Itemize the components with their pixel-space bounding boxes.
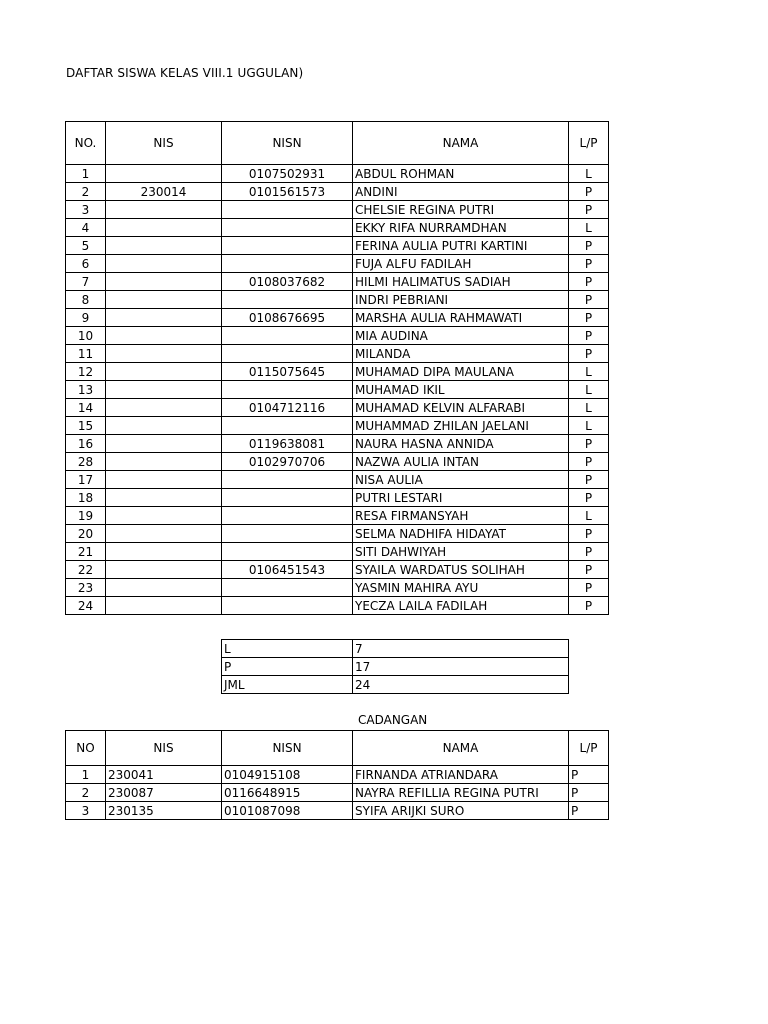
gender-summary-table [221,639,569,694]
cell-lp: L [569,381,609,399]
cell-no: 7 [66,273,106,291]
cell-nama: MUHAMAD KELVIN ALFARABI [353,399,569,417]
table-header-row [66,122,609,165]
cell-nama: MUHAMAD IKIL [353,381,569,399]
header-no: NO. [66,122,106,165]
reserve-header-nisn: NISN [222,731,353,766]
reserve-header-lp: L/P [569,731,609,766]
cell-lp: L [569,219,609,237]
cell-nisn [222,201,353,219]
cell-no: 1 [66,766,106,784]
cell-nis [106,525,222,543]
cell-nis [106,381,222,399]
cell-no: 10 [66,327,106,345]
header-nis: NIS [106,122,222,165]
reserve-table [65,730,609,820]
cell-nama: MILANDA [353,345,569,363]
cell-lp: P [569,273,609,291]
table-row [66,201,609,219]
cell-nisn [222,291,353,309]
cell-nis: 230087 [106,784,222,802]
cell-nisn: 0101561573 [222,183,353,201]
cell-nama: RESA FIRMANSYAH [353,507,569,525]
cell-nisn: 0102970706 [222,453,353,471]
cell-lp: P [569,543,609,561]
cell-nisn: 0108037682 [222,273,353,291]
cell-nis: 230041 [106,766,222,784]
header-nama: NAMA [353,122,569,165]
table-row [66,183,609,201]
table-row [66,435,609,453]
cell-nama: MUHAMMAD ZHILAN JAELANI [353,417,569,435]
cell-lp: P [569,201,609,219]
cell-nisn: 0101087098 [222,802,353,820]
cell-nis [106,327,222,345]
cell-lp: P [569,183,609,201]
table-row [66,165,609,183]
cell-nis [106,453,222,471]
summary-value: 24 [353,676,569,694]
table-row [66,273,609,291]
cell-nis [106,237,222,255]
table-row [66,489,609,507]
header-nisn: NISN [222,122,353,165]
cell-nama: ABDUL ROHMAN [353,165,569,183]
summary-row [222,658,569,676]
cell-nis [106,561,222,579]
table-row [66,255,609,273]
cell-nisn [222,525,353,543]
summary-row [222,676,569,694]
cell-nis [106,219,222,237]
cell-nisn: 0115075645 [222,363,353,381]
cell-nis [106,399,222,417]
cell-no: 16 [66,435,106,453]
table-row [66,561,609,579]
cell-nisn [222,471,353,489]
cell-lp: P [569,327,609,345]
cell-nis [106,597,222,615]
student-table [65,121,609,615]
cell-nama: SYIFA ARIJKI SURO [353,802,569,820]
cell-nama: FUJA ALFU FADILAH [353,255,569,273]
cell-nama: CHELSIE REGINA PUTRI [353,201,569,219]
cell-nama: INDRI PEBRIANI [353,291,569,309]
cell-no: 3 [66,201,106,219]
cell-lp: P [569,802,609,820]
cell-lp: L [569,417,609,435]
cell-nisn [222,381,353,399]
cell-nis [106,291,222,309]
cell-nis [106,273,222,291]
cell-nis [106,165,222,183]
cell-no: 15 [66,417,106,435]
cell-no: 24 [66,597,106,615]
table-row [66,471,609,489]
cell-nama: ANDINI [353,183,569,201]
cell-nis [106,579,222,597]
cell-lp: P [569,561,609,579]
cell-nisn [222,579,353,597]
cell-nama: MARSHA AULIA RAHMAWATI [353,309,569,327]
cell-nis [106,435,222,453]
cell-nisn [222,597,353,615]
cell-nis [106,309,222,327]
summary-value: 17 [353,658,569,676]
cell-lp: P [569,345,609,363]
cell-lp: P [569,309,609,327]
cell-no: 9 [66,309,106,327]
student-table-body [66,165,609,615]
cell-no: 2 [66,183,106,201]
summary-label: P [222,658,353,676]
table-row [66,345,609,363]
cell-nisn [222,327,353,345]
cell-nama: HILMI HALIMATUS SADIAH [353,273,569,291]
cell-no: 5 [66,237,106,255]
cell-no: 4 [66,219,106,237]
cell-no: 2 [66,784,106,802]
cell-lp: P [569,525,609,543]
cell-nama: NAYRA REFILLIA REGINA PUTRI [353,784,569,802]
summary-value: 7 [353,640,569,658]
cell-nisn: 0107502931 [222,165,353,183]
cell-nama: FERINA AULIA PUTRI KARTINI [353,237,569,255]
cell-nisn [222,543,353,561]
page-title: DAFTAR SISWA KELAS VIII.1 UGGULAN) [66,66,304,80]
cell-nisn [222,255,353,273]
cell-lp: P [569,255,609,273]
cell-nama: FIRNANDA ATRIANDARA [353,766,569,784]
summary-table-body [222,640,569,694]
cell-nama: MIA AUDINA [353,327,569,345]
cell-no: 18 [66,489,106,507]
cell-no: 23 [66,579,106,597]
table-row [66,597,609,615]
cell-no: 13 [66,381,106,399]
cell-nama: YECZA LAILA FADILAH [353,597,569,615]
cell-nis [106,489,222,507]
cell-nisn: 0104915108 [222,766,353,784]
header-lp: L/P [569,122,609,165]
cell-no: 8 [66,291,106,309]
cell-lp: P [569,766,609,784]
cell-nis [106,507,222,525]
summary-label: L [222,640,353,658]
table-row [66,237,609,255]
reserve-header-nama: NAMA [353,731,569,766]
cell-lp: L [569,165,609,183]
cell-lp: P [569,579,609,597]
cell-nis [106,255,222,273]
cell-no: 21 [66,543,106,561]
cell-nisn: 0108676695 [222,309,353,327]
cell-nama: NISA AULIA [353,471,569,489]
cell-nama: NAURA HASNA ANNIDA [353,435,569,453]
cell-nisn [222,219,353,237]
reserve-row [66,784,609,802]
cell-no: 28 [66,453,106,471]
cell-nama: SITI DAHWIYAH [353,543,569,561]
cell-nisn [222,237,353,255]
reserve-row [66,802,609,820]
cell-nis: 230014 [106,183,222,201]
cell-lp: P [569,237,609,255]
reserve-row [66,766,609,784]
table-row [66,525,609,543]
cell-lp: P [569,453,609,471]
cell-nisn [222,345,353,363]
cell-no: 20 [66,525,106,543]
cell-nisn: 0104712116 [222,399,353,417]
cell-nisn: 0116648915 [222,784,353,802]
cell-lp: P [569,291,609,309]
cell-no: 17 [66,471,106,489]
table-row [66,399,609,417]
cell-lp: P [569,597,609,615]
cell-no: 22 [66,561,106,579]
reserve-header-no: NO [66,731,106,766]
cell-lp: P [569,489,609,507]
cell-nama: YASMIN MAHIRA AYU [353,579,569,597]
cell-no: 3 [66,802,106,820]
cell-lp: L [569,507,609,525]
cell-nis [106,471,222,489]
cell-nama: SYAILA WARDATUS SOLIHAH [353,561,569,579]
table-row [66,309,609,327]
cell-lp: P [569,471,609,489]
table-row [66,579,609,597]
table-row [66,381,609,399]
cell-no: 1 [66,165,106,183]
cell-lp: P [569,784,609,802]
cell-lp: L [569,363,609,381]
cell-nisn [222,417,353,435]
cell-nama: MUHAMAD DIPA MAULANA [353,363,569,381]
cell-lp: L [569,399,609,417]
cell-nama: SELMA NADHIFA HIDAYAT [353,525,569,543]
cell-nis [106,363,222,381]
cell-lp: P [569,435,609,453]
cell-nisn: 0119638081 [222,435,353,453]
cell-no: 12 [66,363,106,381]
cell-nama: PUTRI LESTARI [353,489,569,507]
cell-no: 11 [66,345,106,363]
table-row [66,453,609,471]
summary-label: JML [222,676,353,694]
cell-nis [106,417,222,435]
cell-no: 14 [66,399,106,417]
table-row [66,363,609,381]
cell-nisn [222,489,353,507]
cell-nis: 230135 [106,802,222,820]
reserve-header-nis: NIS [106,731,222,766]
cell-no: 6 [66,255,106,273]
reserve-table-body [66,766,609,820]
cell-nama: NAZWA AULIA INTAN [353,453,569,471]
reserve-section-label: CADANGAN [358,713,428,727]
table-row [66,219,609,237]
table-row [66,543,609,561]
cell-nama: EKKY RIFA NURRAMDHAN [353,219,569,237]
table-row [66,291,609,309]
cell-nisn [222,507,353,525]
table-row [66,507,609,525]
cell-nis [106,201,222,219]
cell-nis [106,345,222,363]
cell-nisn: 0106451543 [222,561,353,579]
table-row [66,417,609,435]
table-row [66,327,609,345]
cell-no: 19 [66,507,106,525]
cell-nis [106,543,222,561]
reserve-header-row [66,731,609,766]
summary-row [222,640,569,658]
